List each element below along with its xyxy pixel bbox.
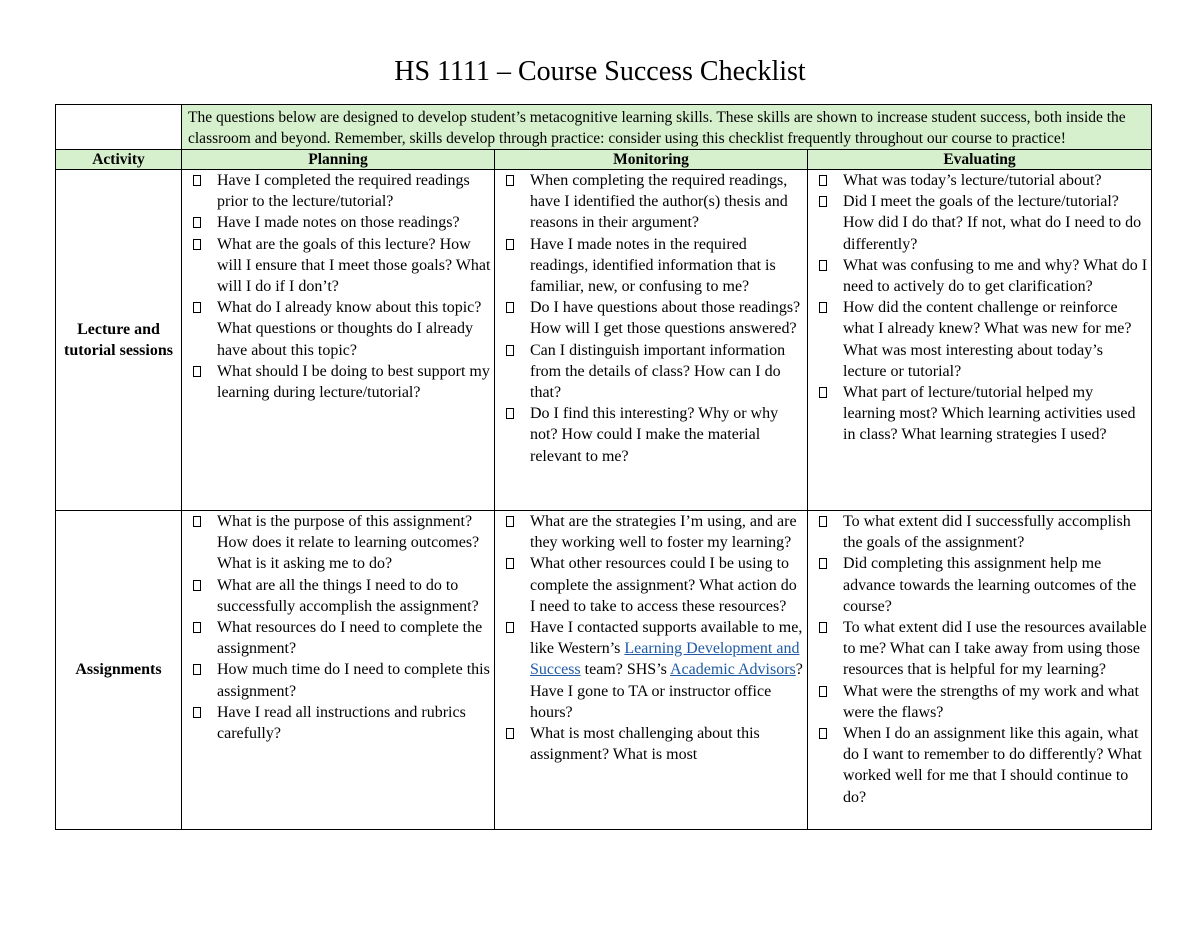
checklist-item <box>811 553 1148 617</box>
checklist-item <box>498 403 804 467</box>
question-text: What is the purpose of this assignment? How does it relate to learning outcomes? What is it asking me to do? <box>217 513 480 573</box>
question-text: What are the goals of this lecture? How will I ensure that I meet those goals? What will I do if I don’t? <box>217 235 491 296</box>
question-text: ? Have I gone to TA or instructor office hours? <box>530 661 803 721</box>
question-text: To what extent did I use the resources available to me? What can I take away from using those resources that is helpful for my learning? <box>843 619 1147 679</box>
question-text: Have I completed the required readings prior to the lecture/tutorial? <box>217 172 470 211</box>
cell-monitoring <box>495 170 808 511</box>
checklist-item <box>498 340 804 404</box>
checkbox-icon[interactable] <box>819 175 827 186</box>
checklist-item <box>811 255 1148 297</box>
question-text: Have I made notes on those readings? <box>217 214 460 232</box>
question-text: Have I contacted supports available to me, like Western’s <box>530 619 803 658</box>
academic-advisors-link[interactable]: Academic Advisors <box>670 661 796 679</box>
checklist-item <box>185 617 491 659</box>
question-text: What do I already know about this topic? What questions or thoughts do I already have about this topic? <box>217 299 482 359</box>
question-text: Can I distinguish important information from the details of class? How can I do that? <box>530 341 786 402</box>
checkbox-icon[interactable] <box>193 302 201 313</box>
question-text: team? SHS’s <box>580 661 670 679</box>
checkbox-icon[interactable] <box>819 196 827 207</box>
checklist-item <box>498 234 804 298</box>
page-title: HS 1111 – Course Success Checklist <box>394 56 806 87</box>
checklist-item <box>185 702 491 744</box>
cell-evaluating <box>808 511 1152 830</box>
checklist-item <box>185 234 491 298</box>
question-text: Did completing this assignment help me advance towards the learning outcomes of the course? <box>843 555 1137 615</box>
cell-evaluating <box>808 170 1152 511</box>
question-text: Have I read all instructions and rubrics carefully? <box>217 703 466 743</box>
question-text: What is most challenging about this assignment? What is most <box>530 725 760 764</box>
checkbox-icon[interactable] <box>506 302 514 313</box>
checklist-item <box>811 191 1148 255</box>
checkbox-icon[interactable] <box>193 175 201 186</box>
intro-blank-cell <box>56 105 182 150</box>
question-text: What was today’s lecture/tutorial about? <box>843 172 1102 189</box>
checkbox-icon[interactable] <box>819 622 827 633</box>
checkbox-icon[interactable] <box>819 260 827 271</box>
question-text: What are all the things I need to do to successfully accomplish the assignment? <box>217 576 479 615</box>
header-monitoring: Monitoring <box>495 150 808 170</box>
question-text: What should I be doing to best support my learning during lecture/tutorial? <box>217 362 490 402</box>
checklist-item <box>811 297 1148 382</box>
question-text: Do I have questions about those readings? How will I get those questions answered? <box>530 299 801 338</box>
checkbox-icon[interactable] <box>506 345 514 356</box>
checkbox-icon[interactable] <box>193 217 201 228</box>
question-text: Did I meet the goals of the lecture/tutorial? How did I do that? If not, what do I need to do differently? <box>843 193 1142 253</box>
learning-development-link[interactable]: Learning Development and Success <box>530 640 800 679</box>
checklist-item <box>498 723 804 765</box>
intro-row <box>56 105 1152 150</box>
checklist-item <box>811 723 1148 808</box>
checklist-item <box>498 553 804 617</box>
checklist-item <box>185 297 491 361</box>
checklist-item <box>185 511 491 575</box>
header-evaluating: Evaluating <box>808 150 1152 170</box>
checkbox-icon[interactable] <box>819 728 827 739</box>
table-row <box>56 170 1152 511</box>
question-text: What part of lecture/tutorial helped my learning most? Which learning activities used in class? What learning strategies I used? <box>843 384 1136 444</box>
row-label-lecture: Lecture and tutorial sessions <box>56 170 182 511</box>
intro-text: The questions below are designed to develop student’s metacognitive learning skills. These skills are shown to increase student success, both inside the classroom and beyond. Remember, skills develop through practice: consider using this checklist frequently throughout our course to practice! <box>182 105 1152 150</box>
checkbox-icon[interactable] <box>819 387 827 398</box>
question-text: How much time do I need to complete this assignment? <box>217 661 490 700</box>
checkbox-icon[interactable] <box>506 408 514 419</box>
cell-monitoring <box>495 511 808 830</box>
checklist-item <box>185 361 491 403</box>
checklist-item <box>185 170 491 212</box>
question-text: How did the content challenge or reinforce what I already knew? What was new for me? What was most interesting about today’s lecture or tutorial? <box>843 299 1132 380</box>
checklist-item <box>811 382 1148 446</box>
cell-planning <box>182 511 495 830</box>
checklist-item <box>185 659 491 701</box>
checklist-item <box>185 212 491 233</box>
question-text: When I do an assignment like this again, what do I want to remember to do differently? What worked well for me that I should continue to do? <box>843 725 1142 806</box>
checkbox-icon[interactable] <box>819 302 827 313</box>
question-text: What are the strategies I’m using, and are they working well to foster my learning? <box>530 513 797 552</box>
cell-planning <box>182 170 495 511</box>
checkbox-icon[interactable] <box>193 366 201 377</box>
checkbox-icon[interactable] <box>506 516 514 527</box>
checkbox-icon[interactable] <box>193 516 201 527</box>
question-text: When completing the required readings, have I identified the author(s) thesis and reasons in their argument? <box>530 172 788 232</box>
question-text: To what extent did I successfully accomplish the goals of the assignment? <box>843 513 1131 552</box>
checklist-item <box>498 297 804 339</box>
checkbox-icon[interactable] <box>506 728 514 739</box>
checklist-item <box>498 617 804 723</box>
question-text: What resources do I need to complete the assignment? <box>217 619 483 658</box>
checkbox-icon[interactable] <box>506 558 514 569</box>
question-text: What other resources could I be using to complete the assignment? What action do I need to take to access these resources? <box>530 555 797 615</box>
checkbox-icon[interactable] <box>819 686 827 697</box>
checkbox-icon[interactable] <box>193 580 201 591</box>
checkbox-icon[interactable] <box>506 622 514 633</box>
header-planning: Planning <box>182 150 495 170</box>
checklist-item <box>811 681 1148 723</box>
checklist-item <box>811 617 1148 681</box>
checkbox-icon[interactable] <box>506 175 514 186</box>
table-row <box>56 511 1152 830</box>
checklist-item <box>811 511 1148 553</box>
header-row <box>56 150 1152 170</box>
question-text: Do I find this interesting? Why or why not? How could I make the material relevant to me? <box>530 405 779 465</box>
checklist-item <box>185 575 491 617</box>
question-text: What was confusing to me and why? What do I need to actively do to get clarification? <box>843 256 1148 296</box>
checklist-item <box>811 170 1148 191</box>
checkbox-icon[interactable] <box>819 558 827 569</box>
checklist-item <box>498 170 804 234</box>
checkbox-icon[interactable] <box>819 516 827 527</box>
question-text: What were the strengths of my work and what were the flaws? <box>843 682 1139 721</box>
checkbox-icon[interactable] <box>193 664 201 675</box>
checklist-table <box>55 104 1152 830</box>
checkbox-icon[interactable] <box>193 707 201 718</box>
header-activity: Activity <box>56 150 182 170</box>
checkbox-icon[interactable] <box>193 622 201 633</box>
checklist-item <box>498 511 804 553</box>
checkbox-icon[interactable] <box>506 239 514 250</box>
row-label-assignments: Assignments <box>56 511 182 830</box>
question-text: Have I made notes in the required readings, identified information that is familiar, new, or confusing to me? <box>530 235 776 296</box>
checkbox-icon[interactable] <box>193 239 201 250</box>
